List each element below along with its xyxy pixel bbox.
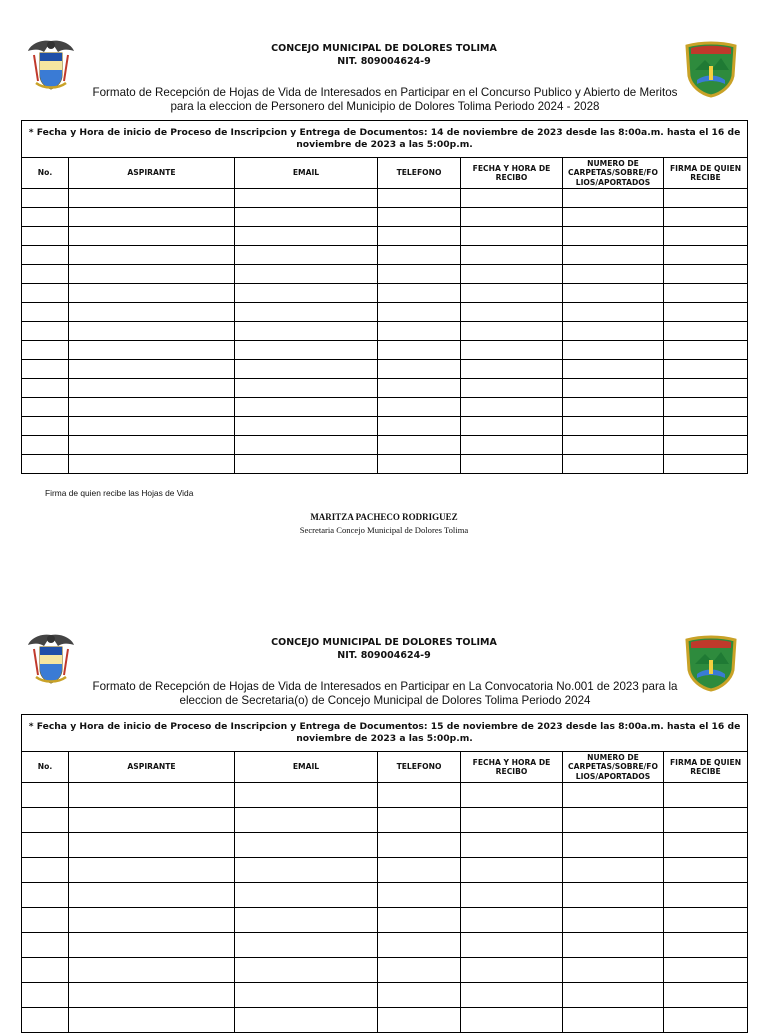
table-cell	[378, 983, 461, 1008]
table-row	[22, 360, 748, 379]
table-row	[22, 455, 748, 474]
table-cell	[664, 883, 748, 908]
table-cell	[235, 983, 378, 1008]
intro-line: Formato de Recepción de Hojas de Vida de Interesados en Participar en el Concurso Publico y Abierto de Meritos	[92, 86, 678, 99]
table-cell	[235, 417, 378, 436]
table-cell	[22, 246, 69, 265]
table-cell	[22, 455, 69, 474]
table-cell	[235, 883, 378, 908]
table-cell	[235, 189, 378, 208]
table-cell	[563, 246, 664, 265]
table-cell	[461, 360, 563, 379]
table-cell	[235, 958, 378, 983]
table-cell	[69, 983, 235, 1008]
table-cell	[69, 436, 235, 455]
table-cell	[22, 808, 69, 833]
table-cell	[461, 246, 563, 265]
table-row	[22, 227, 748, 246]
table-cell	[22, 883, 69, 908]
table-cell	[664, 933, 748, 958]
table-row	[22, 265, 748, 284]
table-cell	[378, 783, 461, 808]
table-cell	[378, 417, 461, 436]
table-cell	[563, 858, 664, 883]
table-cell	[235, 455, 378, 474]
table-cell	[461, 227, 563, 246]
table-row	[22, 833, 748, 858]
column-header-firma: FIRMA DE QUIEN RECIBE	[664, 752, 748, 783]
reception-table	[21, 120, 748, 474]
table-cell	[378, 208, 461, 227]
table-cell	[664, 833, 748, 858]
table-cell	[378, 933, 461, 958]
table-cell	[69, 322, 235, 341]
table-row	[22, 1008, 748, 1033]
table-cell	[235, 833, 378, 858]
table-cell	[664, 246, 748, 265]
table-cell	[664, 208, 748, 227]
table-cell	[69, 783, 235, 808]
table-row	[22, 908, 748, 933]
table-cell	[461, 858, 563, 883]
council-nit: NIT. 809004624-9	[337, 56, 431, 67]
table-row	[22, 983, 748, 1008]
table-cell	[664, 417, 748, 436]
table-cell	[378, 455, 461, 474]
column-header-aspirante: ASPIRANTE	[69, 158, 235, 189]
column-header-aspirante: ASPIRANTE	[69, 752, 235, 783]
table-row	[22, 417, 748, 436]
table-cell	[664, 983, 748, 1008]
registration-period-notice	[22, 121, 748, 158]
table-cell	[563, 189, 664, 208]
table-cell	[461, 908, 563, 933]
table-cell	[69, 933, 235, 958]
table-row	[22, 883, 748, 908]
council-nit: NIT. 809004624-9	[337, 650, 431, 661]
table-cell	[22, 208, 69, 227]
intro-line: para la eleccion de Personero del Municipio de Dolores Tolima Periodo 2024 - 2028	[170, 100, 600, 113]
table-row	[22, 246, 748, 265]
table-cell	[461, 833, 563, 858]
table-cell	[22, 398, 69, 417]
table-cell	[22, 958, 69, 983]
table-cell	[22, 265, 69, 284]
table-cell	[378, 303, 461, 322]
table-cell	[22, 933, 69, 958]
table-cell	[563, 227, 664, 246]
table-cell	[563, 284, 664, 303]
table-row	[22, 208, 748, 227]
table-cell	[22, 341, 69, 360]
table-cell	[664, 908, 748, 933]
table-cell	[378, 436, 461, 455]
table-cell	[22, 436, 69, 455]
table-cell	[563, 1008, 664, 1033]
table-row	[22, 322, 748, 341]
column-header-fecha-hora: FECHA Y HORA DE RECIBO	[461, 158, 563, 189]
table-cell	[69, 341, 235, 360]
table-row	[22, 958, 748, 983]
table-cell	[563, 436, 664, 455]
table-cell	[461, 208, 563, 227]
table-cell	[664, 189, 748, 208]
table-cell	[378, 189, 461, 208]
table-row	[22, 808, 748, 833]
table-cell	[69, 833, 235, 858]
table-row	[22, 783, 748, 808]
table-cell	[563, 455, 664, 474]
table-cell	[235, 808, 378, 833]
table-cell	[461, 1008, 563, 1033]
table-cell	[22, 417, 69, 436]
table-cell	[664, 265, 748, 284]
table-cell	[378, 360, 461, 379]
table-cell	[69, 265, 235, 284]
table-cell	[563, 833, 664, 858]
table-cell	[461, 958, 563, 983]
notice-line: noviembre de 2023 a las 5:00p.m.	[296, 733, 473, 744]
notice-line: * Fecha y Hora de inicio de Proceso de Inscripcion y Entrega de Documentos: 15 de noviembre de 2023 desde las 8:00a.m. hasta el 16 de	[28, 721, 741, 732]
table-cell	[235, 858, 378, 883]
table-cell	[563, 398, 664, 417]
table-cell	[235, 208, 378, 227]
signer-name: MARITZA PACHECO RODRIGUEZ	[310, 512, 458, 522]
table-cell	[69, 398, 235, 417]
table-cell	[235, 908, 378, 933]
table-cell	[378, 227, 461, 246]
table-cell	[378, 265, 461, 284]
table-cell	[22, 227, 69, 246]
table-cell	[22, 303, 69, 322]
table-cell	[235, 284, 378, 303]
table-cell	[378, 322, 461, 341]
table-cell	[235, 933, 378, 958]
table-cell	[69, 858, 235, 883]
column-header-email: EMAIL	[235, 752, 378, 783]
table-cell	[664, 808, 748, 833]
table-cell	[664, 227, 748, 246]
table-cell	[563, 933, 664, 958]
table-cell	[563, 341, 664, 360]
signer-role: Secretaria Concejo Municipal de Dolores Tolima	[299, 525, 469, 535]
table-cell	[69, 284, 235, 303]
table-cell	[461, 783, 563, 808]
table-cell	[69, 227, 235, 246]
table-cell	[664, 783, 748, 808]
table-cell	[664, 958, 748, 983]
table-cell	[378, 883, 461, 908]
table-cell	[69, 908, 235, 933]
table-cell	[69, 246, 235, 265]
table-cell	[69, 808, 235, 833]
council-name: CONCEJO MUNICIPAL DE DOLORES TOLIMA	[271, 637, 497, 648]
table-cell	[563, 322, 664, 341]
table-cell	[461, 983, 563, 1008]
table-cell	[22, 858, 69, 883]
table-cell	[235, 303, 378, 322]
signature-caption: Firma de quien recibe las Hojas de Vida	[45, 488, 194, 498]
column-header-fecha-hora: FECHA Y HORA DE RECIBO	[461, 752, 563, 783]
table-cell	[22, 322, 69, 341]
table-cell	[461, 379, 563, 398]
table-cell	[461, 883, 563, 908]
table-cell	[461, 455, 563, 474]
table-cell	[378, 284, 461, 303]
table-cell	[563, 303, 664, 322]
table-cell	[22, 1008, 69, 1033]
table-row	[22, 379, 748, 398]
table-cell	[461, 808, 563, 833]
table-cell	[69, 958, 235, 983]
table-cell	[563, 417, 664, 436]
table-cell	[69, 189, 235, 208]
table-cell	[461, 284, 563, 303]
table-cell	[69, 455, 235, 474]
table-cell	[563, 265, 664, 284]
table-row	[22, 858, 748, 883]
table-cell	[69, 208, 235, 227]
table-cell	[235, 341, 378, 360]
notice-line: noviembre de 2023 a las 5:00p.m.	[296, 139, 473, 150]
table-cell	[69, 417, 235, 436]
table-cell	[664, 284, 748, 303]
table-cell	[563, 360, 664, 379]
table-cell	[235, 360, 378, 379]
table-cell	[22, 189, 69, 208]
column-header-numero-carpetas: NUMERO DE CARPETAS/SOBRE/FO LIOS/APORTADOS	[563, 752, 664, 783]
table-cell	[461, 436, 563, 455]
table-cell	[235, 436, 378, 455]
table-row	[22, 398, 748, 417]
table-cell	[378, 833, 461, 858]
table-row	[22, 933, 748, 958]
table-cell	[378, 379, 461, 398]
table-cell	[563, 958, 664, 983]
council-name: CONCEJO MUNICIPAL DE DOLORES TOLIMA	[271, 43, 497, 54]
table-cell	[22, 783, 69, 808]
column-header-telefono: TELEFONO	[378, 158, 461, 189]
table-cell	[235, 379, 378, 398]
table-cell	[69, 360, 235, 379]
table-row	[22, 303, 748, 322]
table-cell	[378, 908, 461, 933]
table-cell	[22, 983, 69, 1008]
notice-line: * Fecha y Hora de inicio de Proceso de Inscripcion y Entrega de Documentos: 14 de noviembre de 2023 desde las 8:00a.m. hasta el 16 de	[28, 127, 741, 138]
table-row	[22, 189, 748, 208]
table-cell	[664, 322, 748, 341]
table-body	[22, 783, 748, 1033]
intro-line: eleccion de Secretaria(o) de Concejo Municipal de Dolores Tolima Periodo 2024	[179, 694, 591, 707]
registration-period-notice	[22, 715, 748, 752]
form-intro	[40, 86, 730, 114]
column-header-email: EMAIL	[235, 158, 378, 189]
table-cell	[664, 858, 748, 883]
table-cell	[69, 883, 235, 908]
column-header-numero-carpetas: NUMERO DE CARPETAS/SOBRE/FO LIOS/APORTADOS	[563, 158, 664, 189]
table-cell	[461, 265, 563, 284]
table-cell	[664, 341, 748, 360]
table-cell	[235, 322, 378, 341]
table-cell	[378, 398, 461, 417]
table-cell	[563, 808, 664, 833]
table-cell	[461, 341, 563, 360]
table-cell	[664, 360, 748, 379]
table-cell	[69, 1008, 235, 1033]
table-cell	[461, 933, 563, 958]
table-cell	[563, 883, 664, 908]
table-cell	[378, 958, 461, 983]
table-cell	[22, 833, 69, 858]
column-header-no: No.	[22, 752, 69, 783]
table-cell	[69, 379, 235, 398]
table-cell	[461, 417, 563, 436]
table-cell	[461, 189, 563, 208]
table-cell	[378, 1008, 461, 1033]
table-cell	[22, 379, 69, 398]
table-body	[22, 189, 748, 474]
table-cell	[378, 341, 461, 360]
table-cell	[664, 455, 748, 474]
table-cell	[22, 908, 69, 933]
table-cell	[461, 303, 563, 322]
table-cell	[378, 858, 461, 883]
table-cell	[563, 379, 664, 398]
form-intro	[40, 680, 730, 708]
table-cell	[563, 983, 664, 1008]
table-cell	[235, 783, 378, 808]
table-cell	[563, 208, 664, 227]
table-cell	[664, 379, 748, 398]
table-row	[22, 341, 748, 360]
table-cell	[378, 808, 461, 833]
column-header-firma: FIRMA DE QUIEN RECIBE	[664, 158, 748, 189]
table-cell	[563, 908, 664, 933]
table-cell	[664, 436, 748, 455]
table-cell	[235, 246, 378, 265]
table-cell	[378, 246, 461, 265]
table-cell	[69, 303, 235, 322]
table-cell	[664, 1008, 748, 1033]
table-cell	[22, 360, 69, 379]
column-header-telefono: TELEFONO	[378, 752, 461, 783]
intro-line: Formato de Recepción de Hojas de Vida de Interesados en Participar en La Convocatoria No.001 de 2023 para la	[92, 680, 678, 693]
table-cell	[22, 284, 69, 303]
table-cell	[235, 398, 378, 417]
table-cell	[563, 783, 664, 808]
table-row	[22, 436, 748, 455]
table-cell	[664, 303, 748, 322]
table-cell	[461, 398, 563, 417]
table-cell	[664, 398, 748, 417]
table-cell	[235, 265, 378, 284]
column-header-no: No.	[22, 158, 69, 189]
reception-table	[21, 714, 748, 1033]
table-row	[22, 284, 748, 303]
table-cell	[235, 1008, 378, 1033]
table-cell	[461, 322, 563, 341]
table-cell	[235, 227, 378, 246]
